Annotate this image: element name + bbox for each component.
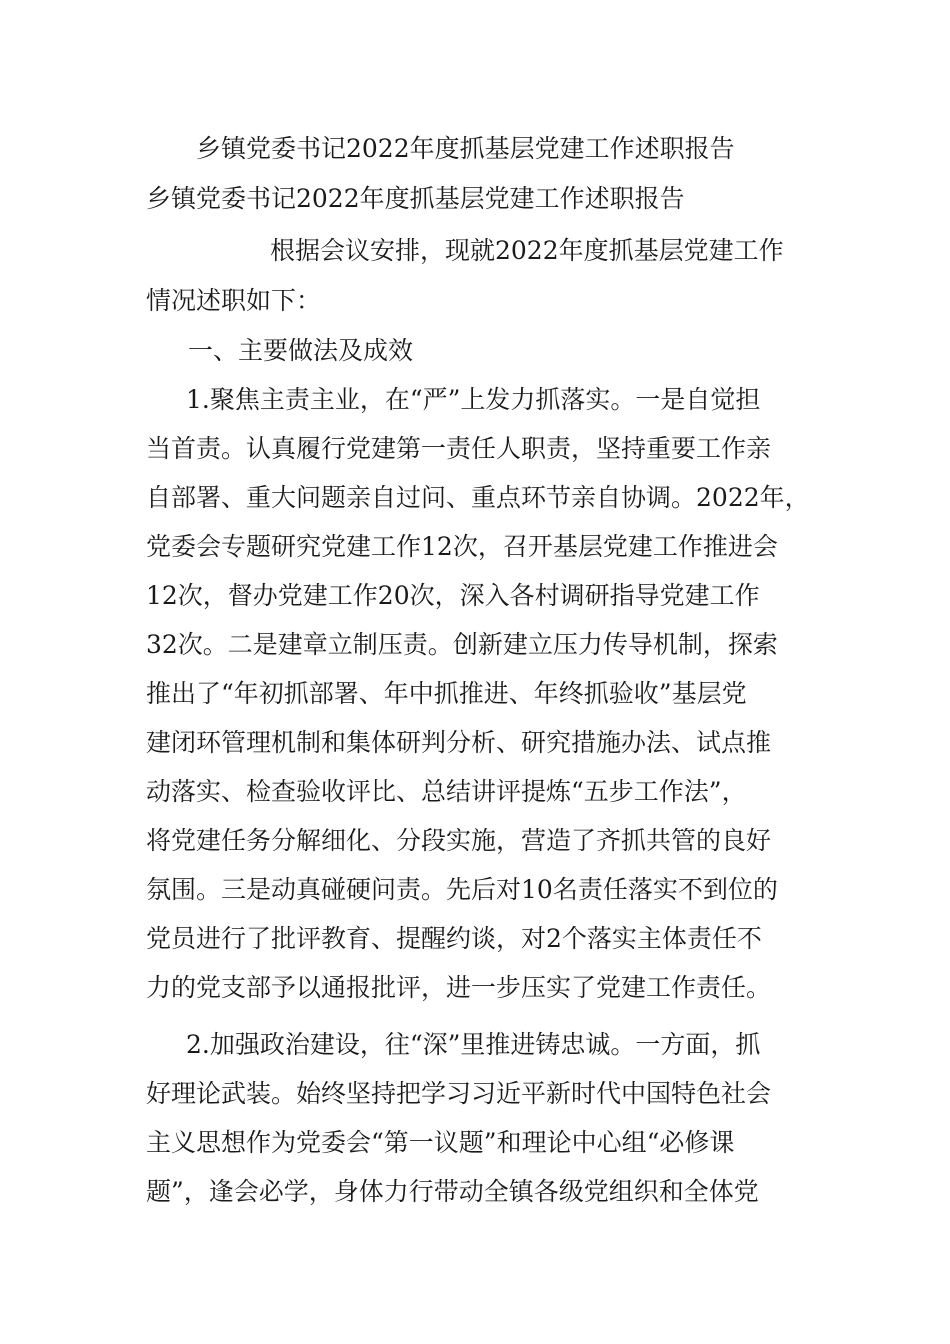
paragraph-1-line: 32次。二是建章立制压责。创新建立压力传导机制，探索 (146, 630, 778, 659)
document-title: 乡镇党委书记2022年度抓基层党建工作述职报告 (196, 134, 735, 163)
paragraph-1-line: 氛围。三是动真碰硬问责。先后对10名责任落实不到位的 (146, 875, 778, 904)
document-subtitle: 乡镇党委书记2022年度抓基层党建工作述职报告 (146, 184, 685, 213)
paragraph-1-line: 推出了“年初抓部署、年中抓推进、年终抓验收”基层党 (146, 679, 747, 708)
paragraph-2-line: 题”，逢会必学，身体力行带动全镇各级党组织和全体党 (146, 1177, 759, 1206)
paragraph-1-line: 将党建任务分解细化、分段实施，营造了齐抓共管的良好 (146, 826, 772, 855)
paragraph-1-line: 力的党支部予以通报批评，进一步压实了党建工作责任。 (146, 973, 772, 1002)
intro-line: 情况述职如下： (146, 286, 322, 315)
paragraph-2-line: 好理论武装。始终坚持把学习习近平新时代中国特色社会 (146, 1079, 772, 1108)
paragraph-2-line: 主义思想作为党委会“第一议题”和理论中心组“必修课 (146, 1128, 735, 1157)
paragraph-2-line: 2.加强政治建设，往“深”里推进铸忠诚。一方面，抓 (186, 1030, 761, 1059)
paragraph-1-line: 党员进行了批评教育、提醒约谈，对2个落实主体责任不 (146, 924, 762, 953)
paragraph-1-line: 建闭环管理机制和集体研判分析、研究措施办法、试点推 (146, 728, 772, 757)
paragraph-1-line: 当首责。认真履行党建第一责任人职责，坚持重要工作亲 (146, 434, 772, 463)
paragraph-1-line: 动落实、检查验收评比、总结讲评提炼“五步工作法”， (146, 777, 747, 806)
paragraph-1-line: 1.聚焦主责主业，在“严”上发力抓落实。一是自觉担 (186, 385, 761, 414)
section-heading: 一、主要做法及成效 (188, 336, 414, 365)
paragraph-1-line: 12次，督办党建工作20次，深入各村调研指导党建工作 (146, 581, 760, 610)
paragraph-1-line: 党委会专题研究党建工作12次，召开基层党建工作推进会 (146, 532, 778, 561)
paragraph-1-line: 自部署、重大问题亲自过问、重点环节亲自协调。2022年， (146, 483, 810, 512)
intro-line: 根据会议安排，现就2022年度抓基层党建工作 (270, 236, 784, 265)
